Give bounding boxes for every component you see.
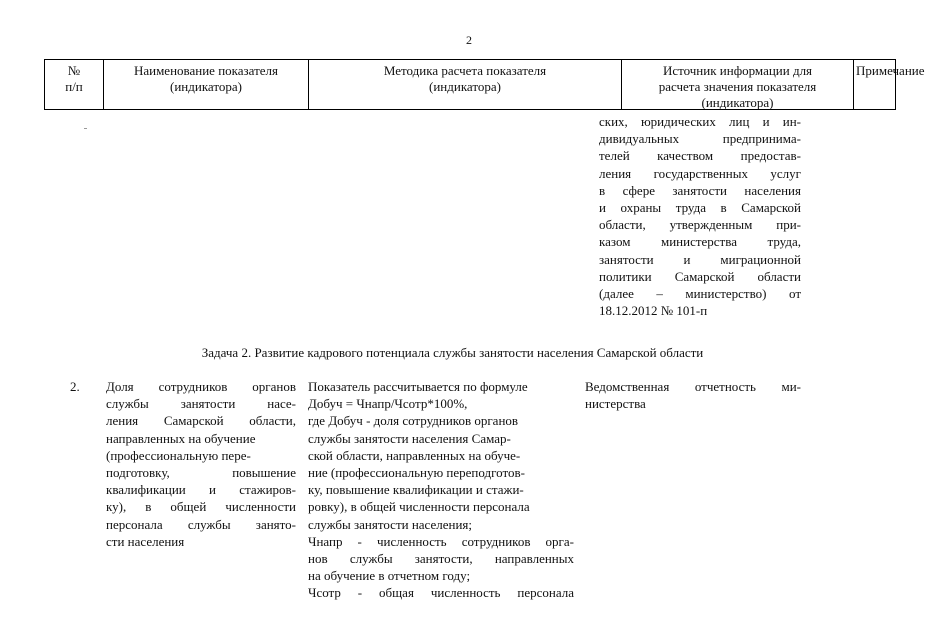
indicator-name [106,378,296,550]
name-line: сти населения [106,533,185,549]
source-continuation [599,113,801,319]
name-line: направленных на обучение [106,430,256,446]
method-formula: Добуч = Чнапр/Чсотр*100%, [308,396,468,412]
header-name: Наименование показателя (индикатора) [103,60,308,109]
source-line: нистерства [585,396,646,412]
method-line: службы занятости населения; [308,516,473,532]
header-num: № п/п [65,63,83,94]
continuation-line: в сфере занятости населения [599,182,801,198]
table-header [44,59,925,110]
method-line: Чнапр - численность сотрудников орга- [308,533,574,549]
method-line: ровку), в общей численности персонала [308,499,530,515]
row-number: 2. [70,379,80,394]
method-line: Чсотр - общая численность персонала [308,585,574,601]
calculation-method [308,378,574,602]
continuation-line: дивидуальных предпринима- [599,131,801,147]
header-method: Методика расчета показателя (индикатора) [308,60,621,109]
task-heading: Задача 2. Развитие кадрового потенциала службы занятости населения Самарской области [201,345,704,360]
name-line: персонала службы занято- [106,516,296,532]
information-source [585,378,801,412]
method-line: нов службы занятости, направленных [308,551,574,567]
name-line: подготовку, повышение [106,465,296,481]
method-line: ние (профессиональную переподготов- [308,465,525,481]
continuation-line: (далее – министерство) от [599,286,801,302]
method-line: где Добуч - доля сотрудников органов [308,413,519,429]
name-line: (профессиональную пере- [106,447,251,463]
name-line: ку), в общей численности [106,499,296,515]
continuation-line: ления государственных услуг [599,165,801,181]
method-line: на обучение в отчетном году; [308,568,471,584]
continuation-line: телей качеством предостав- [599,148,801,164]
method-line: Показатель рассчитывается по формуле [308,379,528,394]
continuation-line: занятости и миграционной [599,251,801,267]
method-line: службы занятости населения Самар- [308,430,511,446]
name-line: Доля сотрудников органов [106,379,296,394]
continuation-line: политики Самарской области [599,268,801,284]
name-line: квалификации и стажиров- [106,482,296,498]
continuation-line: казом министерства труда, [599,234,801,250]
continuation-line: и охраны труда в Самарской [599,200,801,216]
scan-mark [84,128,87,129]
continuation-line: ских, юридических лиц и ин- [599,114,801,129]
source-line: Ведомственная отчетность ми- [585,379,801,394]
continuation-line: 18.12.2012 № 101-п [599,303,708,319]
method-line: ку, повышение квалификации и стажи- [308,482,524,498]
header-source: Источник информации для расчета значения показателя (индикатора) [621,60,853,109]
name-line: ления Самарской области, [106,413,296,429]
header-note: Примечание [853,60,897,109]
method-line: ской области, направленных на обуче- [308,447,521,463]
name-line: службы занятости насе- [106,396,296,412]
continuation-line: области, утвержденным при- [599,217,801,233]
page-number: 2 [466,33,472,47]
